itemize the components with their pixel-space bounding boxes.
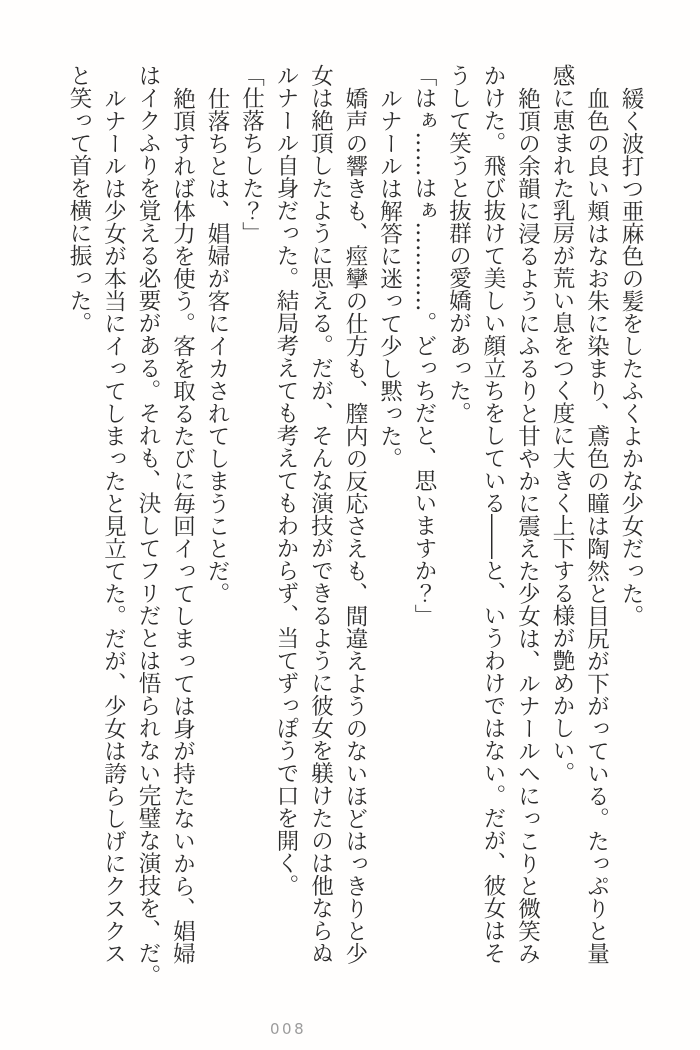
text-column: 嬌声の響きも、痙攣の仕方も、膣内の反応さえも、間違えようのないほどはっきりと少 [342,86,368,964]
text-column: ルナール自身だった。結局考えても考えてもわからず、当てずっぽうで口を開く。 [273,64,299,897]
text-column: と笑って首を横に振った。 [66,64,92,334]
page-number: 008 [270,1020,307,1038]
text-column: かけた。飛び抜けて美しい顔立ちをしている――と、いうわけではない。だが、彼女はそ [480,64,506,964]
text-column: 緩く波打つ亜麻色の髪をしたふくよかな少女だった。 [618,86,644,627]
text-column: ルナールは少女が本当にイってしまったと見立てた。だが、少女は誇らしげにクスクス [100,86,127,964]
text-column: 仕落ちとは、娼婦が客にイカされてしまうことだ。 [204,86,230,604]
text-column: ルナールは解答に迷って少し黙った。 [376,86,403,469]
text-column: 絶頂の余韻に浸るようにふるりと甘やかに震えた少女は、ルナールへにっこりと微笑み [514,86,541,964]
text-column: 血色の良い頬はなお朱に染まり、鳶色の瞳は陶然と目尻が下がっている。たっぷりと量 [583,86,610,964]
text-column: 「仕落ちした？」 [238,64,265,244]
text-column: 感に恵まれた乳房が荒い息をつく度に大きく上下する様が艶めかしい。 [549,64,575,784]
text-column: はイクふりを覚える必要がある。それも、決してフリだとは悟られない完璧な演技を、だ。 [135,64,161,987]
text-column: 女は絶頂したように思える。だが、そんな演技ができるように彼女を躾けたのは他ならぬ [307,64,334,964]
text-column: 絶頂すれば体力を使う。客を取るたびに毎回イってしまっては身が持たないから、娼婦 [169,86,196,964]
text-column: 「はぁ……はぁ…………。どっちだと、思いますか？」 [411,64,437,627]
text-column: うして笑うと抜群の愛嬌があった。 [445,64,472,424]
text-block [62,64,649,998]
